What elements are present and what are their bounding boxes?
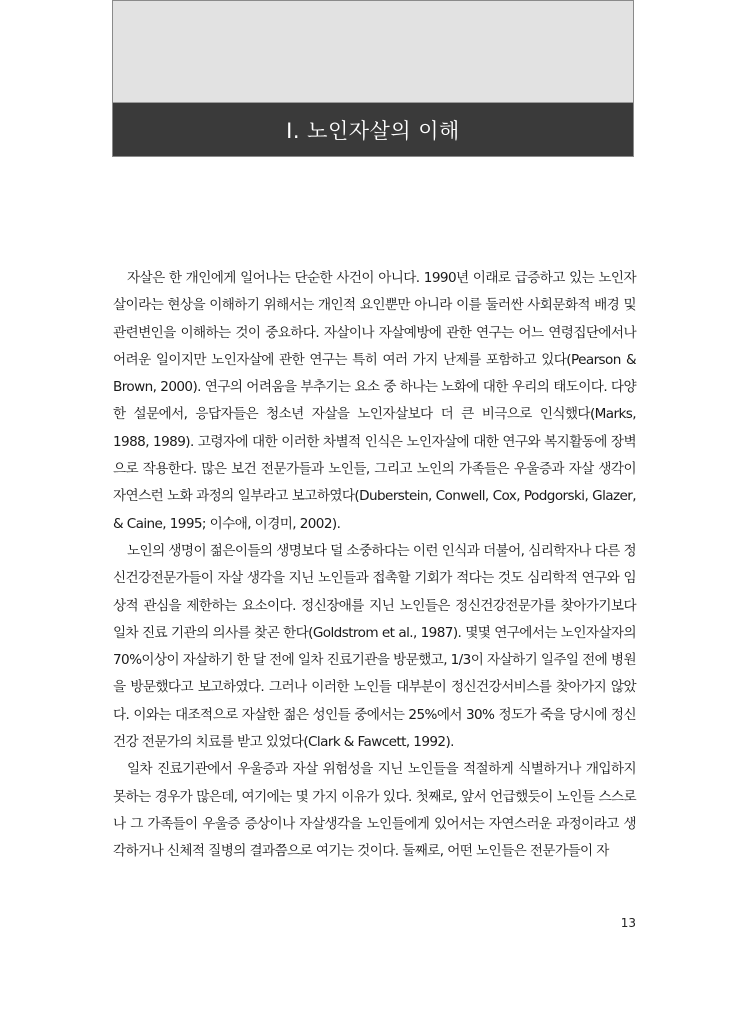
- body-text: [113, 265, 636, 866]
- paragraph-3: 일차 진료기관에서 우울증과 자살 위험성을 지닌 노인들을 적절하게 식별하거나 개입하지 못하는 경우가 많은데, 여기에는 몇 가지 이유가 있다. 첫째로, 앞서 언급했듯이 노인들 스스로나 그 가족들이 우울증 증상이나 자살생각을 노인들에게 있어서는 자연스러운 과정이라고 생각하거나 신체적 질병의 결과쯤으로 여기는 것이다. 둘째로, 어떤 노인들은 전문가들이 자: [113, 761, 636, 860]
- paragraph-2: 노인의 생명이 젊은이들의 생명보다 덜 소중하다는 이런 인식과 더불어, 심리학자나 다른 정신건강전문가들이 자살 생각을 지닌 노인들과 접촉할 기회가 적다는 것도 심리학적 연구와 임상적 관심을 제한하는 요소이다. 정신장애를 지닌 노인들은 정신건강전문가를 찾아가기보다 일차 진료 기관의 의사를 찾곤 한다(Goldstrom et al., 1987). 몇몇 연구에서는 노인자살자의 70%이상이 자살하기 한 달 전에 일차 진료기관을 방문했고, 1/3이 자살하기 일주일 전에 병원을 방문했다고 보고하였다. 그러나 이러한 노인들 대부분이 정신건강서비스를 찾아가지 않았다. 이와는 대조적으로 자살한 젊은 성인들 중에서는 25%에서 30% 정도가 죽을 당시에 정신건강 전문가의 치료를 받고 있었다(Clark & Fawcett, 1992).: [113, 542, 636, 751]
- paragraph-1: 자살은 한 개인에게 일어나는 단순한 사건이 아니다. 1990년 이래로 급증하고 있는 노인자살이라는 현상을 이해하기 위해서는 개인적 요인뿐만 아니라 이를 둘러싼 사회문화적 배경 및 관련변인을 이해하는 것이 중요하다. 자살이나 자살예방에 관한 연구는 어느 연령집단에서나 어려운 일이지만 노인자살에 관한 연구는 특히 여러 가지 난제를 포함하고 있다(Pearson & Brown, 2000). 연구의 어려움을 부추기는 요소 중 하나는 노화에 대한 우리의 태도이다. 다양한 설문에서, 응답자들은 청소년 자살을 노인자살보다 더 큰 비극으로 인식했다(Marks, 1988, 1989). 고령자에 대한 이러한 차별적 인식은 노인자살에 대한 연구와 복지활동에 장벽으로 작용한다. 많은 보건 전문가들과 노인들, 그리고 노인의 가족들은 우울증과 자살 생각이 자연스런 노화 과정의 일부라고 보고하였다(Duberstein, Conwell, Cox, Podgorski, Glazer, & Caine, 1995; 이수애, 이경미, 2002).: [113, 270, 636, 532]
- chapter-title-band: [113, 102, 633, 156]
- page-number: 13: [620, 916, 636, 930]
- chapter-header: [112, 0, 634, 157]
- chapter-title: Ⅰ. 노인자살의 이해: [286, 118, 460, 143]
